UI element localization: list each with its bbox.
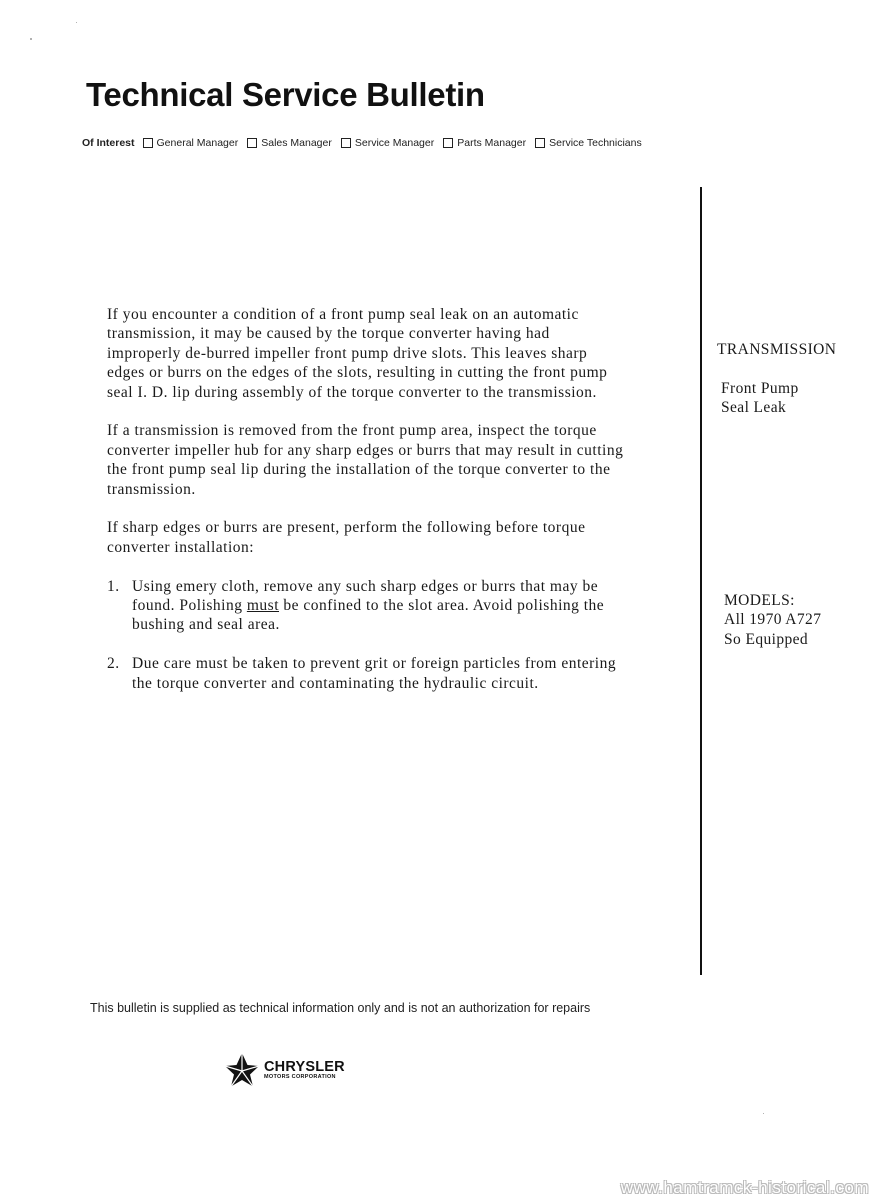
step-number: 2. [107, 655, 120, 673]
of-interest-row [82, 137, 651, 149]
page-title: Technical Service Bulletin [86, 76, 485, 113]
body-paragraph-2: If a transmission is removed from the front pump area, inspect the torque converter impeller hub for any sharp edges or burrs that may result in cutting the front pump seal lip during the installation of the torque converter to the transmission. [107, 422, 624, 498]
procedure-step-2 [107, 654, 627, 693]
checkbox-parts-manager[interactable]: Parts Manager [443, 137, 526, 149]
scan-speck [30, 38, 32, 40]
models-value: All 1970 A727 [724, 611, 822, 629]
checkbox-square-icon [341, 138, 351, 148]
site-watermark: www.hamtramck-historical.com [620, 1178, 869, 1197]
scan-speck [763, 1113, 764, 1114]
logo-wordmark [264, 1060, 345, 1080]
logo-brand: CHRYSLER [264, 1059, 345, 1075]
models-label: MODELS: [724, 592, 795, 609]
footer-disclaimer: This bulletin is supplied as technical information only and is not an authorization for repairs [90, 1001, 591, 1015]
procedure-step-1 [107, 577, 627, 635]
step-emphasis: must [246, 597, 280, 615]
sidebar-subject: Front Pump Seal Leak [721, 380, 799, 417]
of-interest-label: Of Interest [82, 137, 135, 149]
sidebar-divider [700, 187, 702, 975]
checkbox-service-technicians[interactable]: Service Technicians [535, 137, 642, 149]
step-text: Using emery cloth, remove any such sharp edges or burrs that may be found. Polishing must be confined to the slot area. Avoid polishing the bushing and seal area. [132, 577, 605, 634]
bulletin-body [107, 305, 627, 712]
body-paragraph-3: If sharp edges or burrs are present, perform the following before torque converter installation: [107, 519, 586, 556]
logo-sub: MOTORS CORPORATION [264, 1073, 336, 1080]
scan-speck [76, 22, 77, 23]
checkbox-square-icon [535, 138, 545, 148]
checkbox-square-icon [143, 138, 153, 148]
step-text: Due care must be taken to prevent grit or foreign particles from entering the torque converter and contaminating the hydraulic circuit. [132, 655, 617, 692]
sidebar-category: TRANSMISSION [717, 341, 837, 358]
checkbox-service-manager[interactable]: Service Manager [341, 137, 434, 149]
body-paragraph-1: If you encounter a condition of a front pump seal leak on an automatic transmission, it may be caused by the torque converter having had improperly de-burred impeller front pump drive slots. This leaves sharp edges or burrs on the edges of the slots, resulting in cutting the front pump seal I. D. lip during assembly of the torque converter to the transmission. [107, 306, 608, 401]
step-number: 1. [107, 577, 120, 595]
checkbox-square-icon [247, 138, 257, 148]
checkbox-general-manager[interactable]: General Manager [143, 137, 239, 149]
pentastar-icon [224, 1052, 260, 1088]
chrysler-logo [224, 1052, 345, 1088]
sidebar-models [724, 591, 821, 649]
models-note: So Equipped [724, 630, 809, 648]
checkbox-sales-manager[interactable]: Sales Manager [247, 137, 332, 149]
checkbox-square-icon [443, 138, 453, 148]
